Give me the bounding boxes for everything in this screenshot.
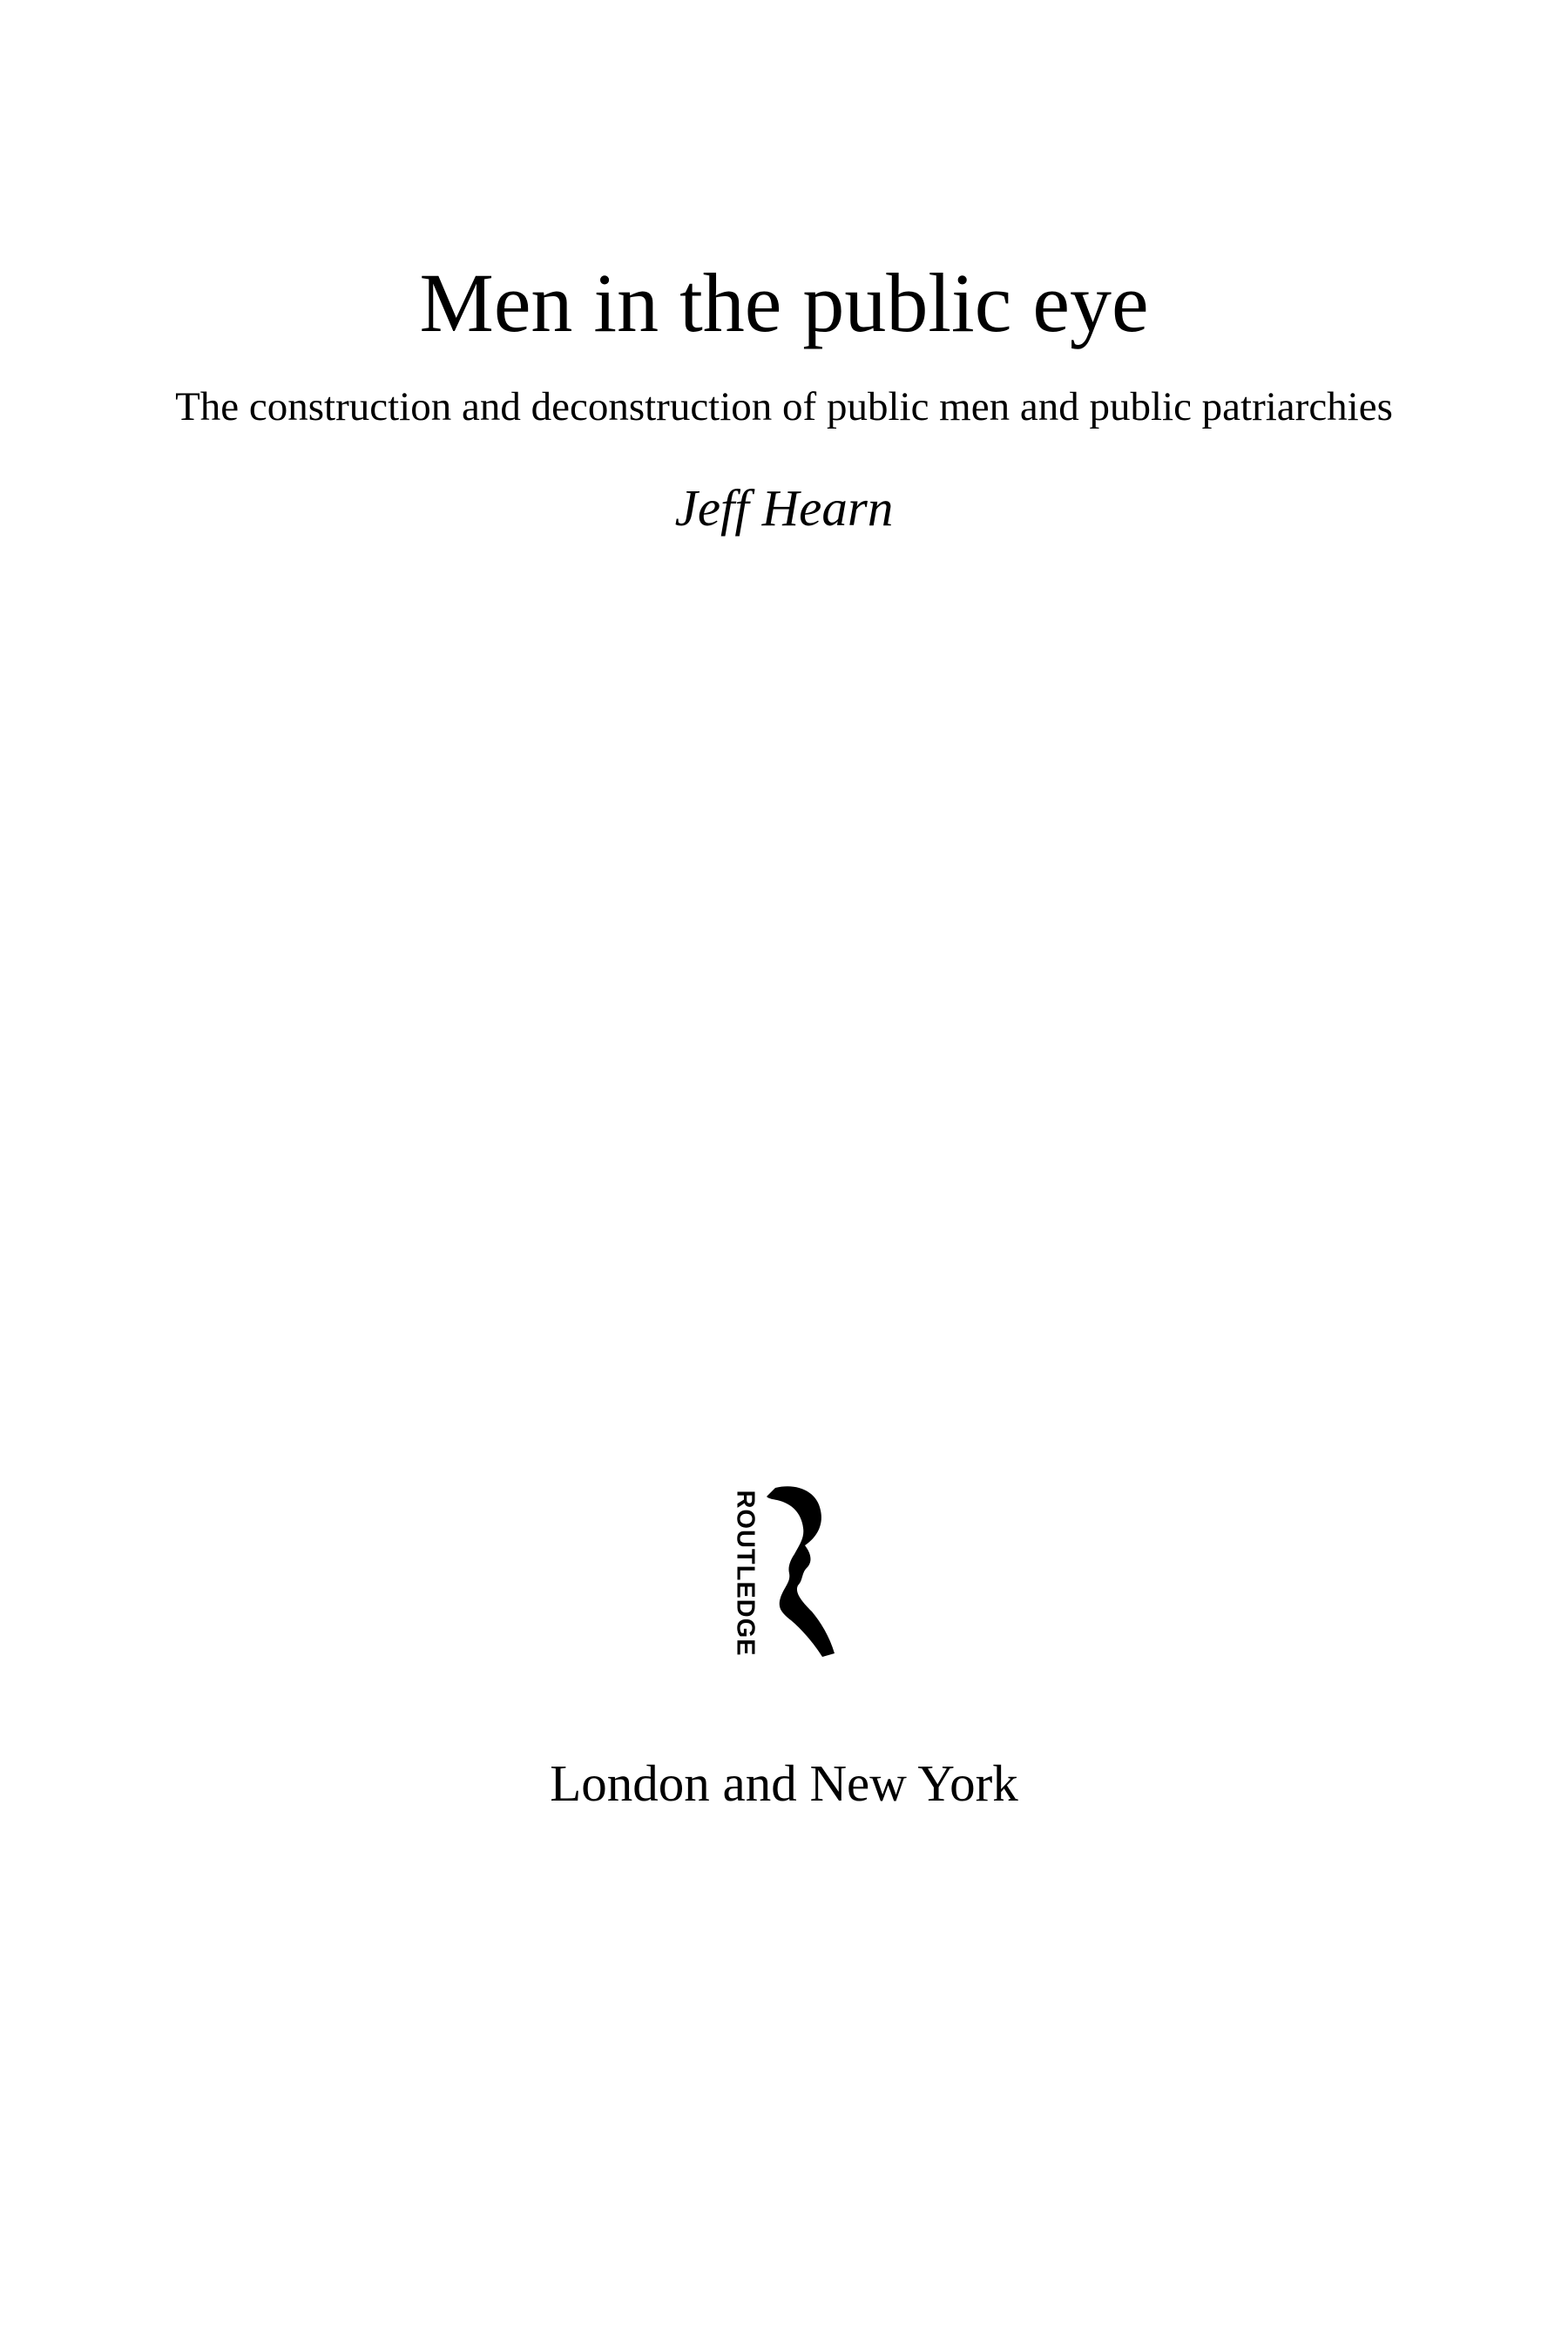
publisher-place: London and New York — [550, 1754, 1018, 1812]
routledge-logo-icon — [714, 1481, 854, 1664]
book-title: Men in the public eye — [419, 256, 1149, 349]
book-subtitle: The construction and deconstruction of public men and public patriarchies — [175, 384, 1393, 429]
publisher-wordmark-text: ROUTLEDGE — [731, 1490, 760, 1657]
author-name: Jeff Hearn — [674, 479, 894, 537]
